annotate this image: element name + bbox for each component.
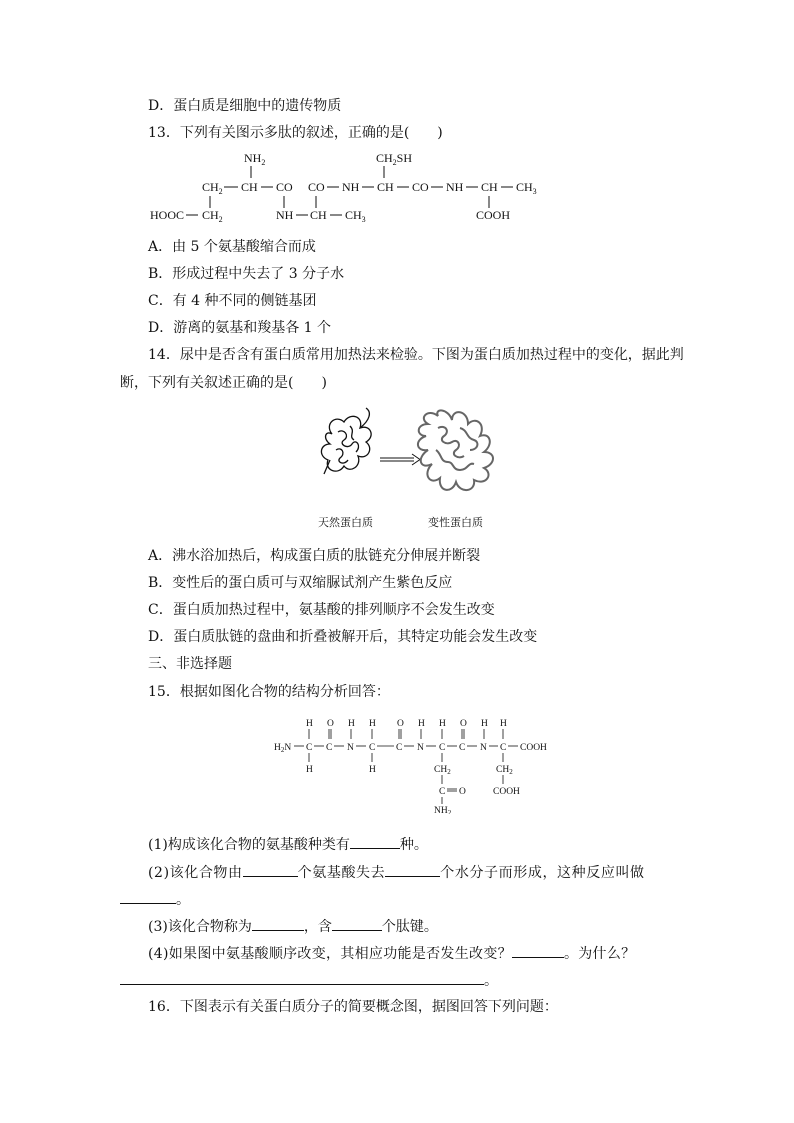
- q14-option-d: D．蛋白质肽链的盘曲和折叠被解开后，其特定功能会发生改变: [148, 629, 538, 645]
- svg-text:CH3: $CH_3$: [516, 180, 537, 196]
- svg-text:C: C: [306, 743, 313, 753]
- svg-text:H: H: [369, 765, 376, 775]
- arrow-right-icon: [380, 454, 420, 465]
- svg-text:NH2: $NH_2$: [434, 806, 452, 814]
- svg-text:H: H: [306, 765, 313, 775]
- q14-option-c: C．蛋白质加热过程中，氨基酸的排列顺序不会发生改变: [148, 602, 495, 618]
- svg-text:O: O: [460, 719, 467, 729]
- q13-option-a: A．由 5 个氨基酸缩合而成: [148, 239, 316, 255]
- svg-text:NH: NH: [446, 180, 464, 194]
- q15-sub3: (3)该化合物称为 ，含 个肽键。: [148, 916, 438, 936]
- answer-blank-8[interactable]: [120, 970, 484, 985]
- svg-text:NH2: $NH_2$: [244, 151, 266, 167]
- q15-sub1: (1)构成该化合物的氨基酸种类有 种。: [148, 834, 428, 854]
- answer-blank-2[interactable]: [243, 862, 298, 877]
- answer-blank-7[interactable]: [512, 943, 564, 958]
- q13-option-d: D．游离的氨基和羧基各 1 个: [148, 320, 332, 336]
- svg-text:NH: NH: [342, 180, 360, 194]
- q15-sub4-cont: 。: [120, 970, 498, 990]
- svg-text:O: O: [397, 719, 404, 729]
- q15-tetrapeptide-structure: [268, 712, 558, 814]
- svg-text:CH: CH: [310, 208, 327, 222]
- svg-text:CH: CH: [241, 180, 258, 194]
- q13-stem: 13．下列有关图示多肽的叙述，正确的是( ): [148, 125, 443, 141]
- svg-text:CH2SH: $CH_2SH$: [376, 151, 413, 167]
- q15-sub4: (4)如果图中氨基酸顺序改变，其相应功能是否发生改变？ 。为什么？: [148, 943, 635, 963]
- svg-text:H2N: $H_2N$: [274, 743, 292, 754]
- svg-text:NH: NH: [276, 208, 294, 222]
- q16-stem: 16．下图表示有关蛋白质分子的简要概念图，据图回答下列问题：: [148, 999, 558, 1015]
- svg-text:H: H: [348, 719, 355, 729]
- answer-blank-6[interactable]: [332, 916, 382, 931]
- svg-text:C: C: [396, 743, 403, 753]
- answer-blank-3[interactable]: [385, 862, 440, 877]
- svg-text:COOH: COOH: [476, 208, 511, 222]
- answer-blank-1[interactable]: [350, 834, 400, 849]
- svg-text:CH2: $CH_2$: [202, 180, 223, 196]
- svg-text:变性蛋白质: 变性蛋白质: [428, 516, 483, 529]
- svg-text:O: O: [327, 719, 334, 729]
- q14-option-a: A．沸水浴加热后，构成蛋白质的肽链充分伸展并断裂: [148, 548, 481, 564]
- answer-blank-4[interactable]: [120, 889, 176, 904]
- section-title: 三、非选择题: [148, 656, 232, 672]
- svg-text:H: H: [481, 719, 488, 729]
- q14-stem-line2: 断，下列有关叙述正确的是( ): [120, 375, 327, 391]
- svg-text:C: C: [500, 743, 507, 753]
- svg-text:N: N: [417, 743, 424, 753]
- svg-text:H: H: [306, 719, 313, 729]
- svg-text:O: O: [459, 787, 466, 797]
- svg-text:C: C: [439, 787, 446, 797]
- svg-text:CH: CH: [377, 180, 394, 194]
- svg-text:C: C: [326, 743, 333, 753]
- svg-text:HOOC: HOOC: [150, 208, 185, 222]
- q13-peptide-formula: [140, 148, 560, 230]
- svg-text:天然蛋白质: 天然蛋白质: [318, 516, 373, 529]
- svg-text:CH: CH: [481, 180, 498, 194]
- q14-protein-denaturation-figure: [310, 402, 510, 534]
- q15-stem: 15．根据如图化合物的结构分析回答：: [148, 684, 390, 700]
- svg-text:N: N: [347, 743, 354, 753]
- native-protein-icon: [321, 408, 371, 474]
- svg-text:CH2: $CH_2$: [496, 765, 513, 776]
- svg-text:C: C: [369, 743, 376, 753]
- svg-text:C: C: [439, 743, 446, 753]
- svg-text:H: H: [500, 719, 507, 729]
- svg-text:H: H: [418, 719, 425, 729]
- q13-option-c: C．有 4 种不同的侧链基团: [148, 293, 317, 309]
- q15-sub2-cont: 。: [120, 889, 190, 909]
- svg-text:C: C: [459, 743, 466, 753]
- q13-option-b: B．形成过程中失去了 3 分子水: [148, 266, 345, 282]
- svg-text:CO: CO: [308, 180, 325, 194]
- svg-text:CH2: $CH_2$: [202, 208, 223, 224]
- svg-text:N: N: [480, 743, 487, 753]
- svg-text:CH2: $CH_2$: [434, 765, 451, 776]
- svg-text:CO: CO: [412, 180, 429, 194]
- q15-sub2: (2)该化合物由 个氨基酸失去 个水分子而形成，这种反应叫做: [148, 862, 645, 882]
- svg-text:COOH: COOH: [520, 743, 547, 753]
- answer-blank-5[interactable]: [252, 916, 304, 931]
- q12-option-d: D．蛋白质是细胞中的遗传物质: [148, 98, 342, 114]
- svg-text:CO: CO: [276, 180, 293, 194]
- svg-text:CH3: $CH_3$: [345, 208, 366, 224]
- q14-stem-line1: 14．尿中是否含有蛋白质常用加热法来检验。下图为蛋白质加热过程中的变化，据此判: [148, 347, 684, 363]
- svg-text:H: H: [369, 719, 376, 729]
- svg-text:COOH: COOH: [493, 787, 520, 797]
- q14-option-b: B．变性后的蛋白质可与双缩脲试剂产生紫色反应: [148, 575, 453, 591]
- denatured-protein-icon: [418, 410, 493, 490]
- svg-text:H: H: [439, 719, 446, 729]
